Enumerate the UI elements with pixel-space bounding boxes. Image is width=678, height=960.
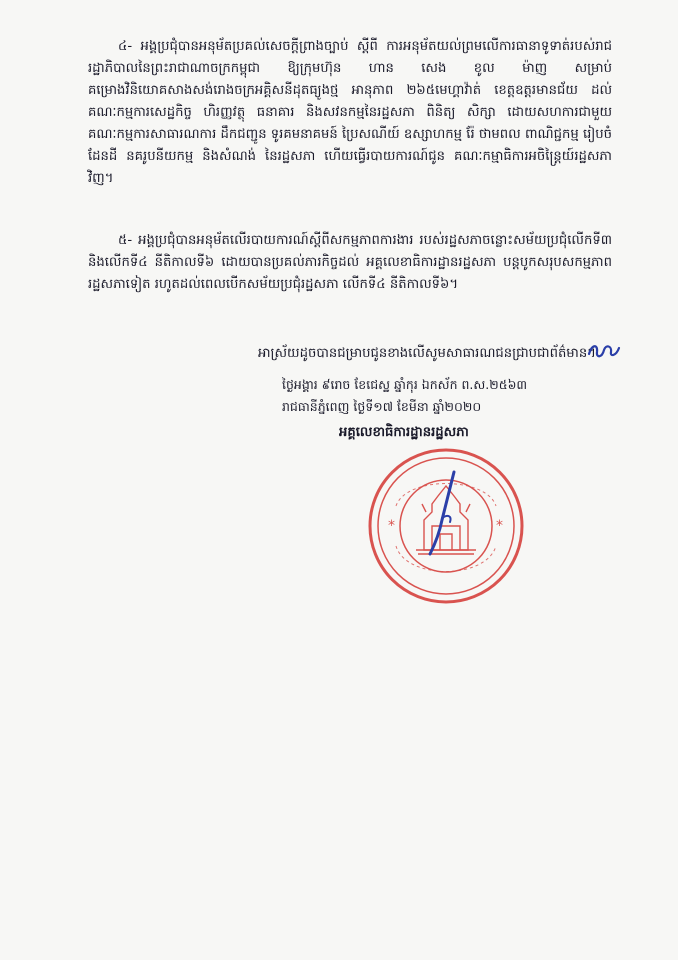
solar-date: រាជធានីភ្នំពេញ ថ្ងៃទី១៧ ខែមីនា ឆ្នាំ២០២០ [282, 399, 482, 414]
handwritten-initial-icon [586, 340, 622, 362]
paragraph-item-5 [88, 230, 612, 296]
closing-sentence: អាស្រ័យដូចបានជម្រាបជូនខាងលើសូមសាធារណជនជ្រាបជាព័ត៌មាន។ [258, 346, 596, 361]
paragraph-5-text: ៥- អង្គប្រជុំបានអនុម័តលើរបាយការណ៍ស្តីពីសកម្មភាពការងារ របស់រដ្ឋសភាចន្លោះសម័យប្រជុំលើកទី៣ និងលើកទី៤ នីតិកាលទី៦ ដោយបានប្រគល់ភារកិច្ចដល់ អគ្គលេខាធិការដ្ឋានរដ្ឋសភា បន្តបូកសរុបសកម្មភាពរដ្ឋសភាទៀត រហូតដល់ពេលបើកសម័យប្រជុំរដ្ឋសភា លើកទី៤ នីតិកាលទី៦។ [88, 233, 612, 292]
paragraph-item-4 [88, 36, 612, 190]
signature-icon [420, 468, 480, 558]
signatory-title: អគ្គលេខាធិការដ្ឋានរដ្ឋសភា [339, 425, 469, 440]
svg-text:*: * [496, 518, 503, 534]
svg-text:*: * [388, 518, 395, 534]
lunar-date: ថ្ងៃអង្គារ ៩រោច ខែជេស្ឋ ឆ្នាំកុរ ឯកស័ក ព.ស.២៥៦៣ [282, 377, 528, 392]
paragraph-4-text: ៤- អង្គប្រជុំបានអនុម័តប្រគល់សេចក្តីព្រាងច្បាប់ ស្តីពី ការអនុម័តយល់ព្រមលើការធានាទូទាត់របស់រាជរដ្ឋាភិបាលនៃព្រះរាជាណាចក្រកម្ពុជា ឱ្យក្រុមហ៊ុន ហាន សេង ខូល ម៉ាញ សម្រាប់គម្រោងវិនិយោគសាងសង់រោងចក្រអគ្គិសនីដុតធ្យូងថ្ម អានុភាព ២៦៥មេហ្គាវ៉ាត់ ខេត្តឧត្តរមានជ័យ ដល់គណៈកម្មការសេដ្ឋកិច្ច ហិរញ្ញវត្ថុ ធនាគារ និងសវនកម្មនៃរដ្ឋសភា ពិនិត្យ សិក្សា ដោយសហការជាមួយគណៈកម្មការសាធារណការ ដឹកជញ្ជូន ទូរគមនាគមន៍ ប្រៃសណីយ៍ ឧស្សាហកម្ម រ៉ែ ថាមពល ពាណិជ្ជកម្ម រៀបចំដែនដី នគរូបនីយកម្ម និងសំណង់ នៃរដ្ឋសភា ហើយធ្វើរបាយការណ៍ជូន គណៈកម្មាធិការអចិន្ត្រៃយ៍រដ្ឋសភា វិញ។ [88, 39, 612, 186]
